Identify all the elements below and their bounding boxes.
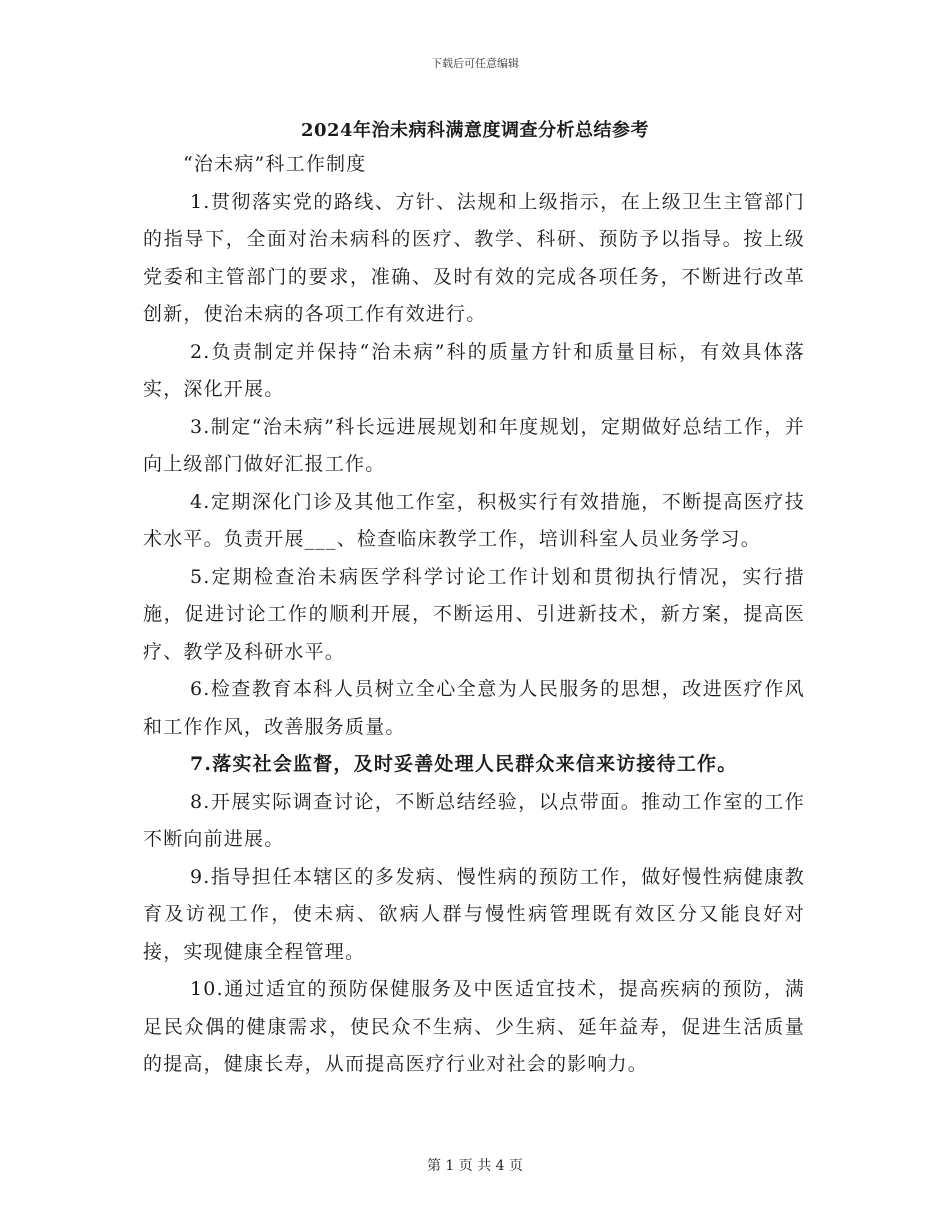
paragraph-9: 9.指导担任本辖区的多发病、慢性病的预防工作，做好慢性病健康教育及访视工作，使未病、欲病人群与慢性病管理既有效区分又能良好对接，实现健康全程管理。 [143,865,805,963]
document-body [143,146,805,1084]
paragraph-3: 3.制定“治未病”科长远进展规划和年度规划，定期做好总结工作，并向上级部门做好汇报工作。 [143,415,805,475]
paragraph-1: 1.贯彻落实党的路线、方针、法规和上级指示，在上级卫生主管部门的指导下，全面对治未病科的医疗、教学、科研、预防予以指导。按上级党委和主管部门的要求，准确、及时有效的完成各项任务，不断进行改革创新，使治未病的各项工作有效进行。 [143,190,805,325]
section-subtitle: “治未病”科工作制度 [183,153,367,175]
paragraph-6: 6.检查教育本科人员树立全心全意为人民服务的思想，改进医疗作风和工作作风，改善服务质量。 [143,678,805,738]
paragraph-2: 2.负责制定并保持“治未病”科的质量方针和质量目标，有效具体落实，深化开展。 [143,340,805,400]
paragraph-10: 10.通过适宜的预防保健服务及中医适宜技术，提高疾病的预防，满足民众偶的健康需求，使民众不生病、少生病、延年益寿，促进生活质量的提高，健康长寿，从而提高医疗行业对社会的影响力。 [143,978,805,1075]
document-title: 2024年治未病科满意度调查分析总结参考 [300,120,650,141]
page-footer: 第 1 页 共 4 页 [426,1158,524,1174]
header-note: 下载后可任意编辑 [431,57,519,70]
paragraph-5: 5.定期检查治未病医学科学讨论工作计划和贯彻执行情况，实行措施，促进讨论工作的顺利开展，不断运用、引进新技术，新方案，提高医疗、教学及科研水平。 [143,565,805,663]
paragraph-7: 7.落实社会监督，及时妥善处理人民群众来信来访接待工作。 [190,753,738,775]
paragraph-8: 8.开展实际调查讨论，不断总结经验，以点带面。推动工作室的工作不断向前进展。 [143,790,805,850]
paragraph-4: 4.定期深化门诊及其他工作室，积极实行有效措施，不断提高医疗技术水平。负责开展___、检查临床教学工作，培训科室人员业务学习。 [143,490,805,550]
